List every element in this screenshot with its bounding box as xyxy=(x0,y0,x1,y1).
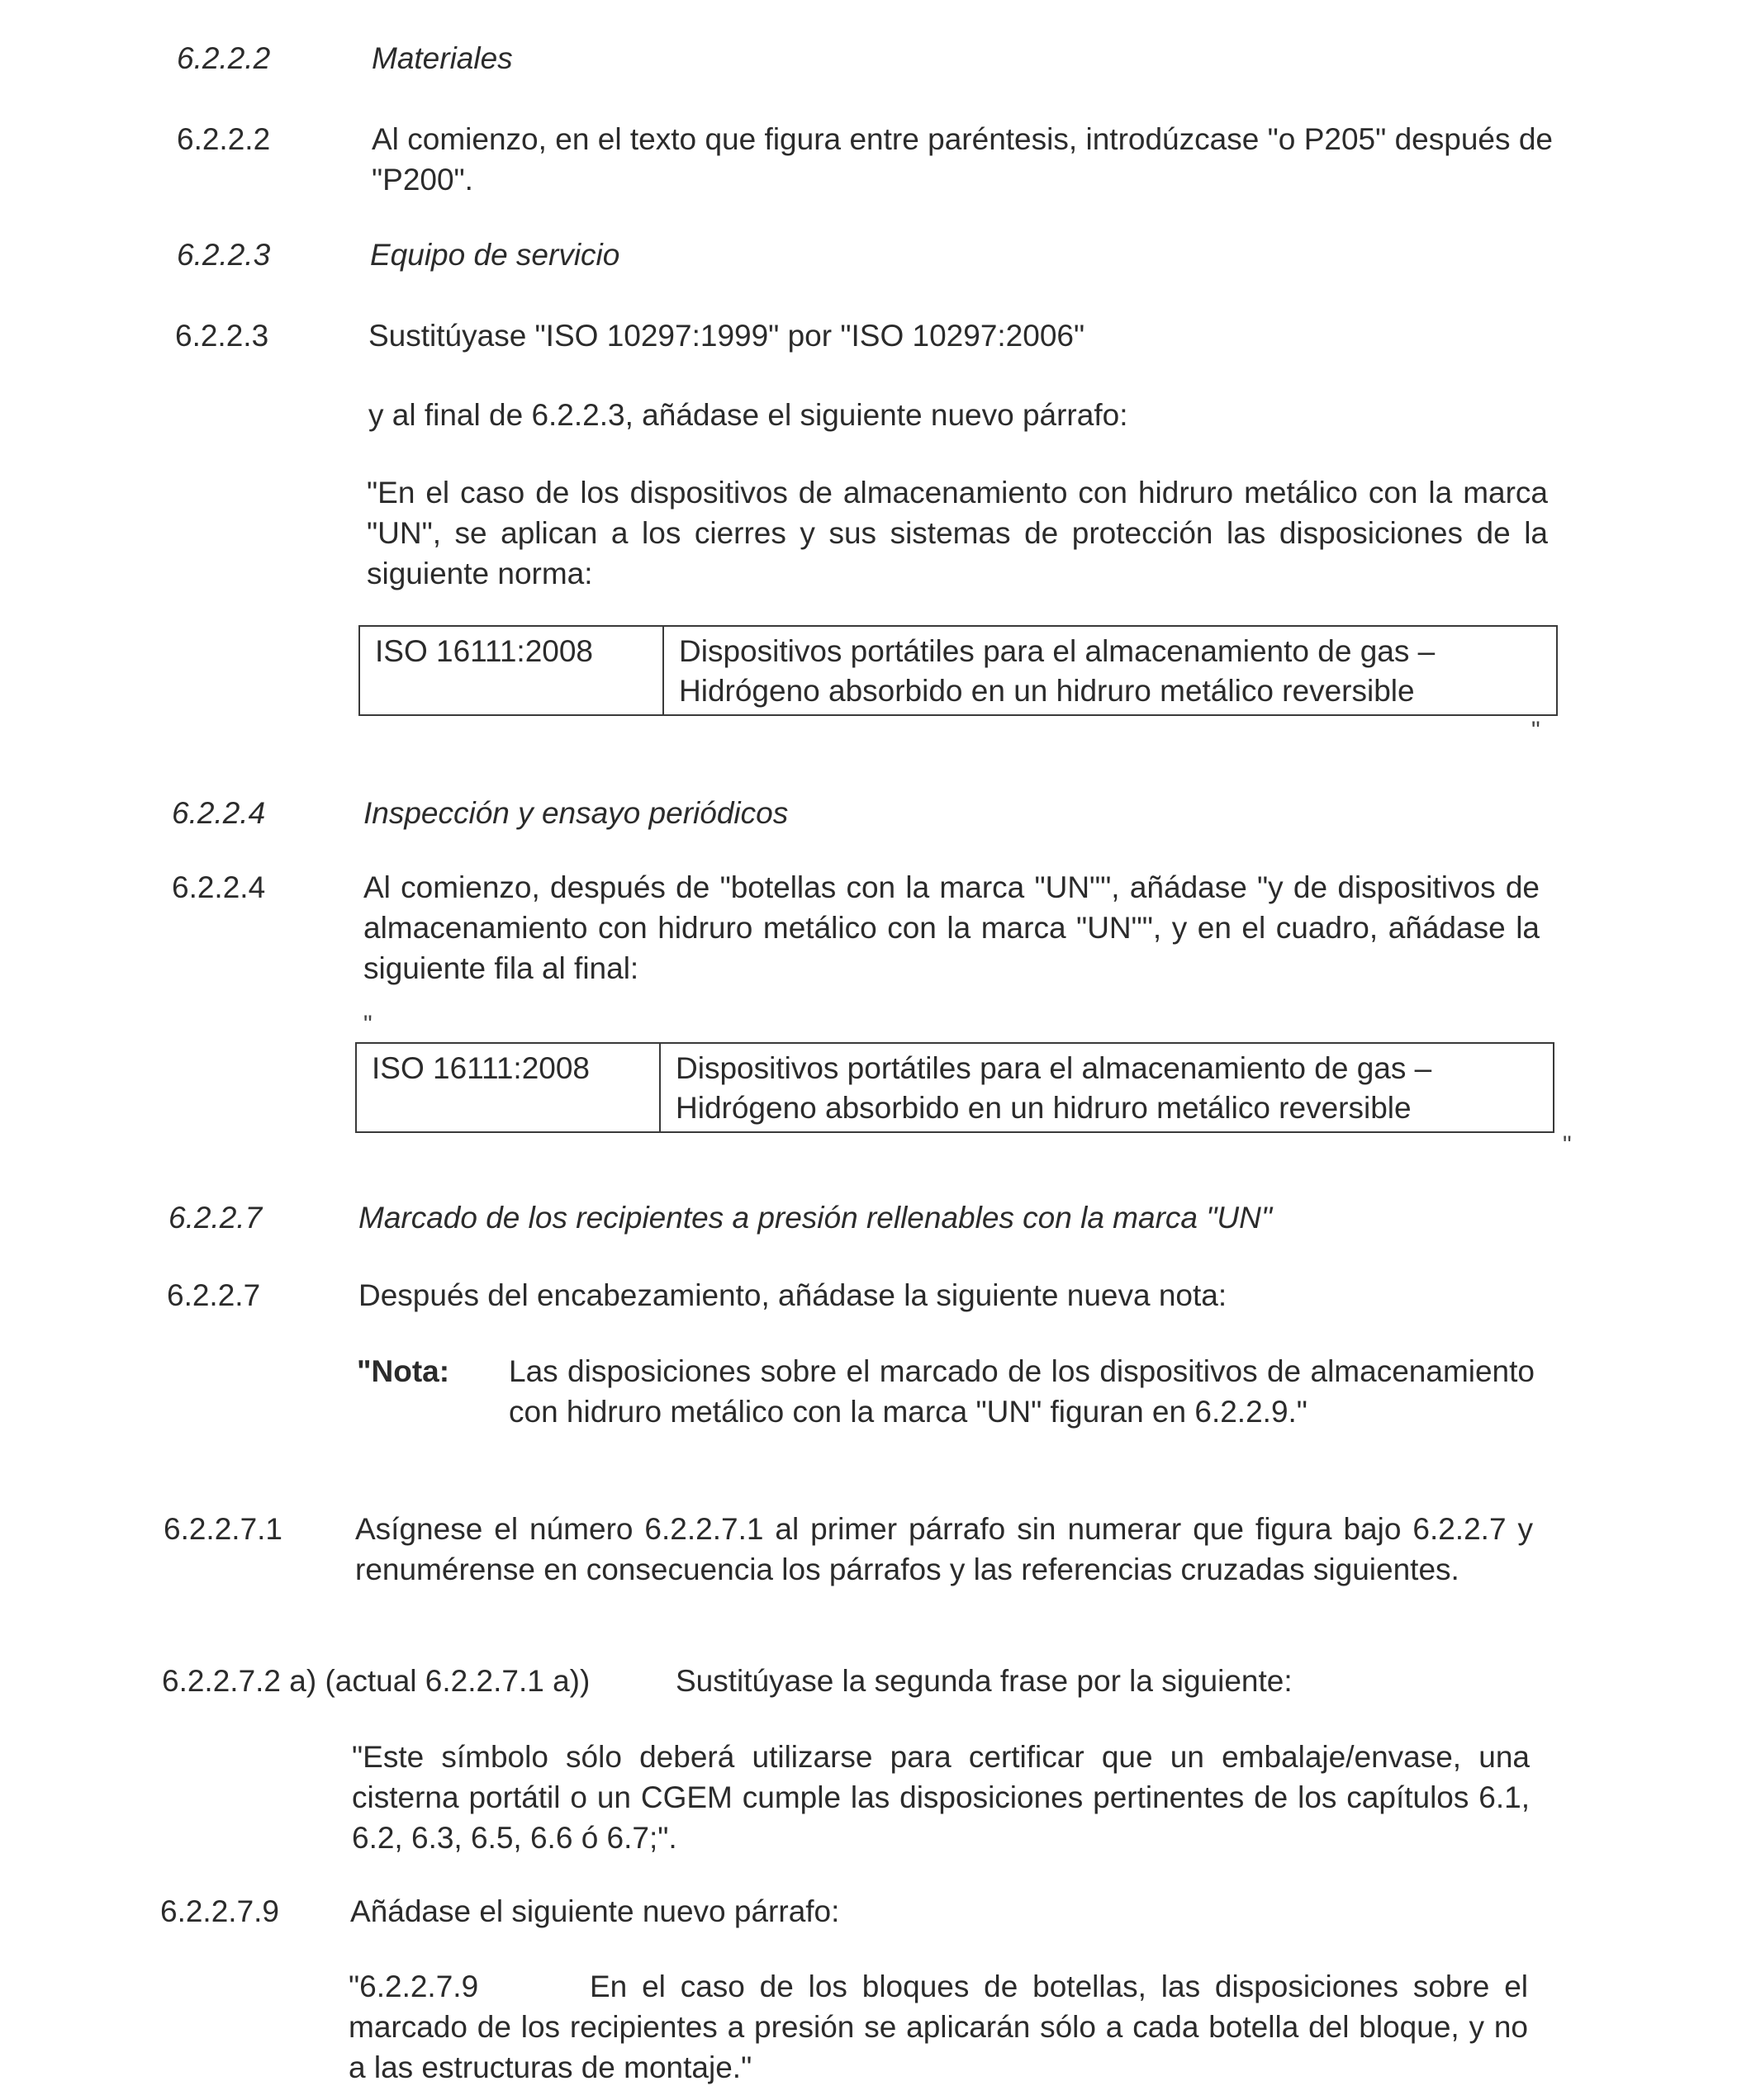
standards-table xyxy=(355,1042,1554,1133)
amendment-text: y al final de 6.2.2.3, añádase el siguiente nuevo párrafo: xyxy=(368,398,1128,432)
standards-table xyxy=(358,625,1558,716)
section-heading: Materiales xyxy=(372,41,513,75)
section-heading: Marcado de los recipientes a presión rellenables con la marca "UN" xyxy=(358,1201,1272,1235)
amendment-text: Añádase el siguiente nuevo párrafo: xyxy=(350,1894,840,1928)
section-number: 6.2.2.4 xyxy=(172,870,266,904)
quoted-paragraph: "Este símbolo sólo deberá utilizarse para certificar que un embalaje/envase, una cisterna portátil o un CGEM cumple las disposiciones pertinentes de los capítulos 6.1, 6.2, 6.3, 6.5, 6.6 ó 6.7;". xyxy=(352,1740,1530,1855)
opening-quote: " xyxy=(363,1011,373,1038)
amendment-text: Sustitúyase "ISO 10297:1999" por "ISO 10297:2006" xyxy=(368,319,1085,353)
section-number: 6.2.2.7.9 xyxy=(160,1894,280,1928)
note-label: "Nota: xyxy=(357,1354,450,1388)
section-number: 6.2.2.3 xyxy=(175,319,269,353)
table-row xyxy=(356,1043,1554,1132)
quoted-text: En el caso de los bloques de botellas, las disposiciones sobre el marcado de los recipientes a presión se aplicarán sólo a cada botella del bloque, y no a las estructuras de montaje." xyxy=(349,1970,1528,2084)
table-row xyxy=(359,626,1557,715)
section-number: 6.2.2.7 xyxy=(167,1278,261,1312)
quoted-paragraph: "En el caso de los dispositivos de almacenamiento con hidruro metálico con la marca "UN", se aplican a los cierres y sus sistemas de protección las disposiciones de la siguiente norma: xyxy=(367,476,1548,590)
note-text: Las disposiciones sobre el marcado de los dispositivos de almacenamiento con hidruro metálico con la marca "UN" figuran en 6.2.2.9." xyxy=(509,1354,1535,1429)
section-number: 6.2.2.4 xyxy=(172,796,266,830)
section-number: 6.2.2.7 xyxy=(168,1201,263,1235)
amendment-text: Después del encabezamiento, añádase la siguiente nueva nota: xyxy=(358,1278,1227,1312)
section-number: 6.2.2.2 xyxy=(177,41,271,75)
section-heading: Inspección y ensayo periódicos xyxy=(363,796,789,830)
amendment-text: Al comienzo, después de "botellas con la marca "UN"", añádase "y de dispositivos de almacenamiento con hidruro metálico con la marca "UN"", y en el cuadro, añádase la siguiente fila al final: xyxy=(363,870,1540,985)
quoted-section-number: "6.2.2.7.9 xyxy=(349,1970,479,2003)
closing-quote: " xyxy=(1563,1131,1572,1159)
standard-code: ISO 16111:2008 xyxy=(356,1043,660,1132)
section-number: 6.2.2.3 xyxy=(177,238,271,272)
standard-description: Dispositivos portátiles para el almacenamiento de gas – Hidrógeno absorbido en un hidruro metálico reversible xyxy=(663,626,1557,715)
standard-code: ISO 16111:2008 xyxy=(359,626,663,715)
amendment-text: Sustitúyase la segunda frase por la siguiente: xyxy=(676,1664,1293,1698)
section-number: 6.2.2.7.1 xyxy=(164,1512,283,1546)
quoted-paragraph xyxy=(349,1966,1528,2088)
amendment-text: Al comienzo, en el texto que figura entre paréntesis, introdúzcase "o P205" después de "P200". xyxy=(372,122,1553,197)
closing-quote: " xyxy=(1531,717,1540,744)
amendment-text: Asígnese el número 6.2.2.7.1 al primer párrafo sin numerar que figura bajo 6.2.2.7 y renumérense en consecuencia los párrafos y las referencias cruzadas siguientes. xyxy=(355,1512,1533,1586)
section-number: 6.2.2.7.2 a) (actual 6.2.2.7.1 a)) xyxy=(162,1664,591,1698)
section-number: 6.2.2.2 xyxy=(177,122,271,156)
standard-description: Dispositivos portátiles para el almacenamiento de gas – Hidrógeno absorbido en un hidruro metálico reversible xyxy=(660,1043,1554,1132)
section-heading: Equipo de servicio xyxy=(370,238,620,272)
